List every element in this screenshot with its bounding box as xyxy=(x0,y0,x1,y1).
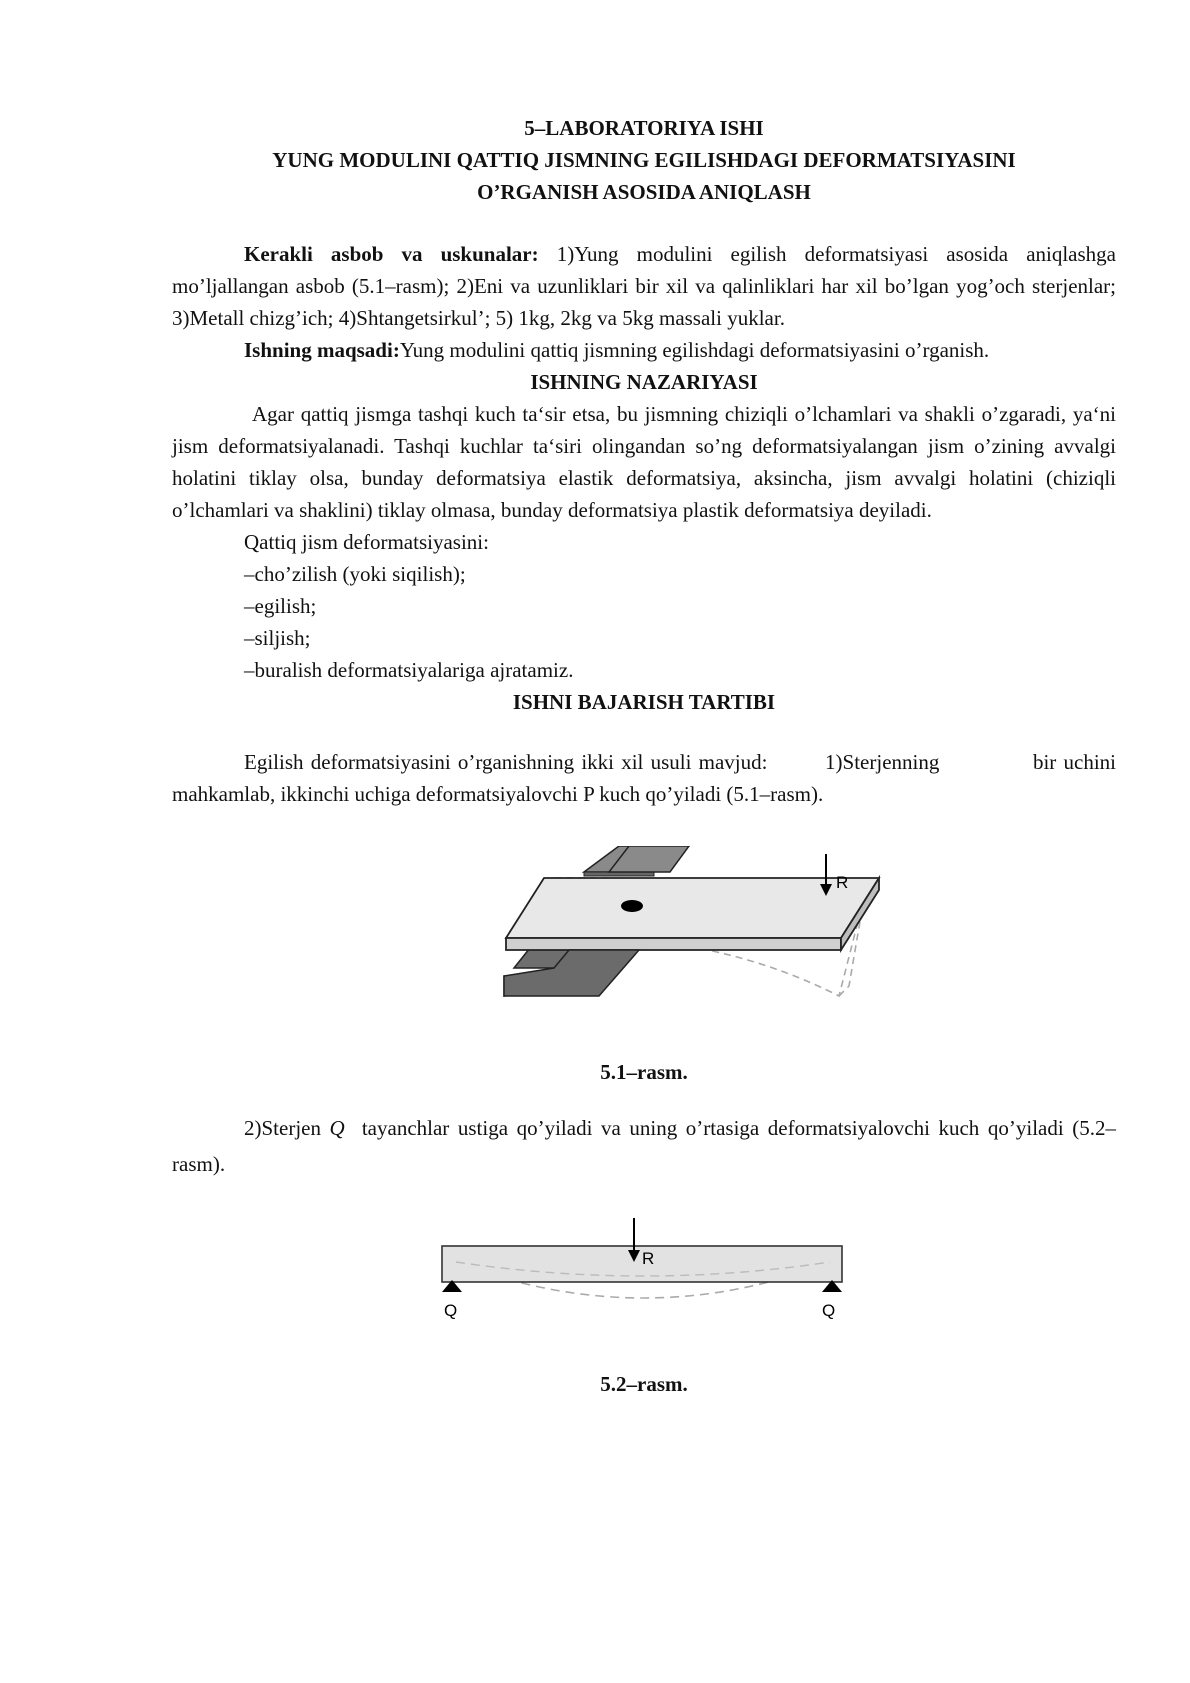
force-label: R xyxy=(642,1249,655,1268)
equipment-text: 1)Yung modulini egilish deformatsiyasi asosida aniqlashga mo’ljallangan asbob (5.1–rasm); 2)Eni va uzunliklari bir xil va qalinliklari har xil bo’lgan yog’och sterjenlar; 3)Metall chizg’ich; 4)Shtangetsirkul’; 5) 1kg, 2kg va 5kg massali yuklar. xyxy=(172,242,1116,330)
page-title-line-2: O’RGANISH ASOSIDA ANIQLASH xyxy=(477,180,811,204)
spacer xyxy=(172,1088,1116,1110)
procedure-paragraph-2-start: 2)Sterjen xyxy=(244,1116,330,1140)
theory-heading: ISHNING NAZARIYASI xyxy=(530,370,758,394)
theory-list-item: –cho’zilish (yoki siqilish); xyxy=(244,562,466,586)
figure-1-caption: 5.1–rasm. xyxy=(600,1060,688,1084)
equipment-label: Kerakli asbob va uskunalar: xyxy=(244,242,539,266)
beam-plate-front xyxy=(506,938,841,950)
procedure-paragraph-1: Egilish deformatsiyasini o’rganishning ikki xil usuli mavjud: 1)Sterjenning bir uchini mahkamlab, ikkinchi uchiga deformatsiyalovchi P kuch qo’yiladi (5.1–rasm). xyxy=(172,750,1122,806)
spacer xyxy=(172,1338,1116,1368)
figure-cantilever-beam xyxy=(394,846,894,1034)
equipment-paragraph xyxy=(172,238,1116,334)
spacer xyxy=(172,1034,1116,1056)
theory-list-intro: Qattiq jism deformatsiyasini: xyxy=(244,530,489,554)
lab-number: 5–LABORATORIYA ISHI xyxy=(524,116,764,140)
spacer xyxy=(172,718,1116,746)
goal-text: Yung modulini qattiq jismning egilishdagi deformatsiyasini o’rganish. xyxy=(399,338,990,362)
theory-paragraph: Agar qattiq jismga tashqi kuch ta‘sir etsa, bu jismning chiziqli o’lchamlari va shakli o’zgaradi, ya‘ni jism deformatsiyalanadi. Tashqi kuchlar ta‘siri olingandan so’ng deformatsiyalangan jism o’zining avvalgi holatini tiklay olsa, bunday deformatsiya elastik deformatsiya, aksincha, jism avvalgi holatini (chiziqli o’lchamlari va shaklini) tiklay olmasa, bunday deformatsiya plastik deformatsiya deyiladi. xyxy=(172,402,1116,522)
page-content xyxy=(172,112,1122,1400)
clamp-screw xyxy=(621,900,643,912)
theory-list-item: –buralish deformatsiyalariga ajratamiz. xyxy=(244,658,574,682)
figure-2-caption: 5.2–rasm. xyxy=(600,1372,688,1396)
spacer xyxy=(172,1182,1116,1218)
procedure-paragraph-2-end: tayanchlar ustiga qo’yiladi va uning o’rtasiga deformatsiyalovchi kuch qo’yiladi (5.2–rasm). xyxy=(172,1116,1116,1176)
figure-simply-supported-beam xyxy=(434,1218,854,1338)
force-label: R xyxy=(836,873,849,892)
support-symbol-q: Q xyxy=(329,1116,345,1140)
theory-list-item: –siljish; xyxy=(244,626,311,650)
procedure-paragraph-2 xyxy=(172,1110,1116,1182)
support-label-right: Q xyxy=(822,1301,836,1320)
goal-label: Ishning maqsadi: xyxy=(244,338,400,362)
spacer xyxy=(172,208,1116,238)
page-title-line-1: YUNG MODULINI QATTIQ JISMNING EGILISHDAGI DEFORMATSIYASINI xyxy=(272,148,1016,172)
spacer xyxy=(172,810,1116,846)
support-label-left: Q xyxy=(444,1301,458,1320)
theory-list-item: –egilish; xyxy=(244,594,317,618)
goal-paragraph xyxy=(172,334,1116,366)
procedure-heading: ISHNI BAJARISH TARTIBI xyxy=(512,690,776,714)
